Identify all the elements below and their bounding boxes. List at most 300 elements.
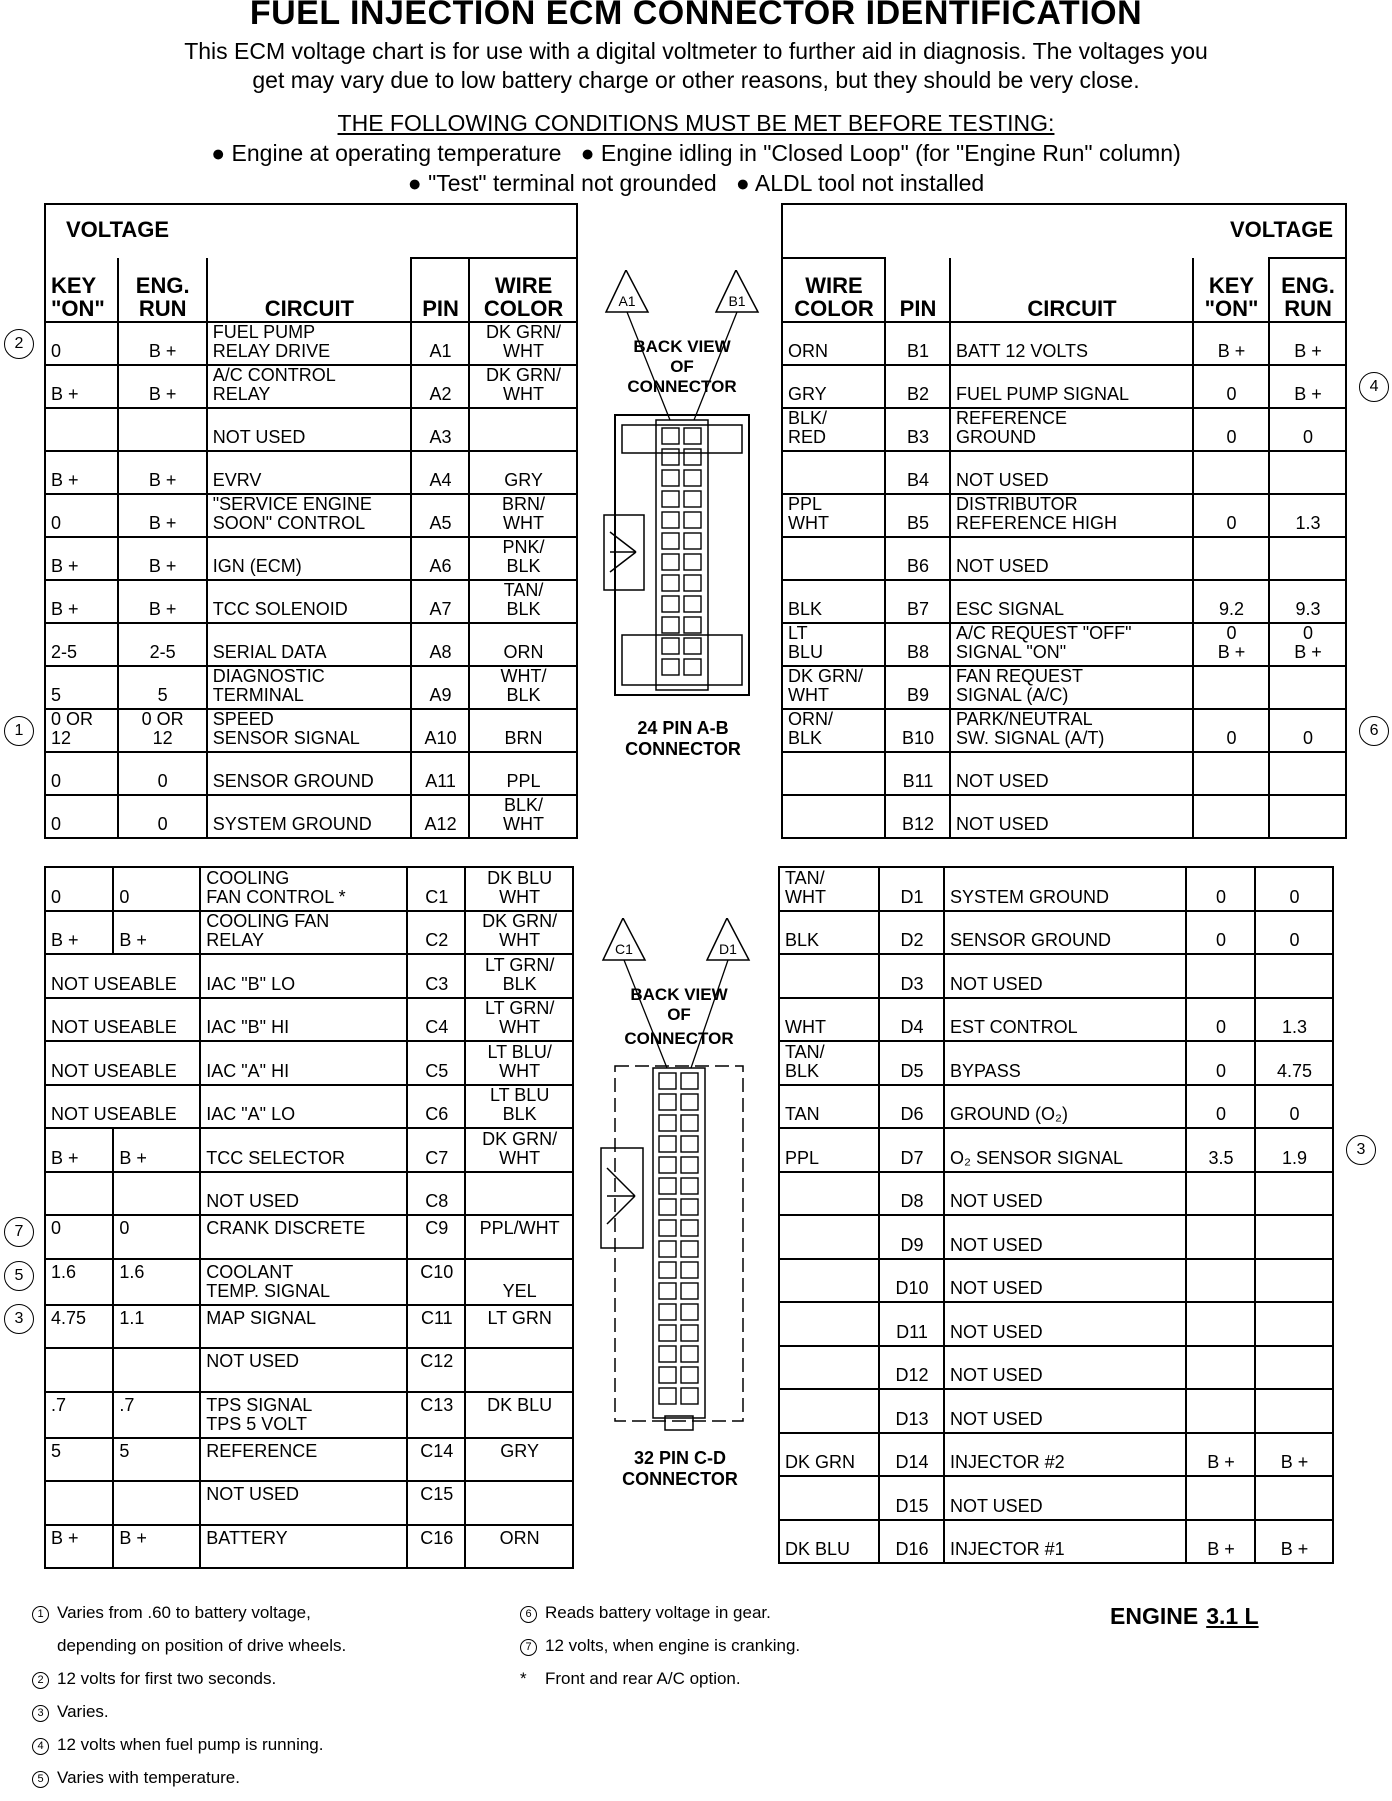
pin-cell: B8 <box>885 623 950 666</box>
wire-color-cell: WHT/ BLK <box>469 666 577 709</box>
table-row <box>45 494 577 537</box>
eng-run-cell <box>1255 1259 1333 1303</box>
connector-pin <box>659 1241 676 1257</box>
wire-color-cell: GRY <box>465 1438 573 1482</box>
wire-color-cell: PPL/WHT <box>465 1215 573 1259</box>
connector-pin <box>662 449 679 465</box>
pin-cell: B12 <box>885 795 950 838</box>
eng-run-cell: B + <box>118 580 207 623</box>
wire-color-cell: PPL <box>469 752 577 795</box>
eng-run-cell: B + <box>118 451 207 494</box>
key-on-cell <box>45 1172 113 1216</box>
key-on-cell <box>1186 1215 1255 1259</box>
pin-cell: A7 <box>411 580 469 623</box>
connector-pin <box>662 533 679 549</box>
wire-color-cell: TAN <box>779 1085 879 1129</box>
table-row <box>45 1085 573 1129</box>
wire-color-cell <box>782 752 885 795</box>
pin-cell: C13 <box>407 1392 465 1438</box>
pin-cell: C7 <box>407 1128 465 1172</box>
table-row <box>45 537 577 580</box>
note-marker: 3 <box>1346 1135 1376 1165</box>
key-on-cell: 4.75 <box>45 1305 113 1349</box>
table-row <box>45 580 577 623</box>
key-on-cell: B + <box>45 1525 113 1569</box>
eng-run-cell <box>1255 1215 1333 1259</box>
voltage-heading: VOLTAGE <box>45 204 577 258</box>
pin-cell: B2 <box>885 365 950 408</box>
key-on-cell: 0 <box>45 322 118 365</box>
circuit-cell: SENSOR GROUND <box>944 911 1186 955</box>
table-row <box>45 954 573 998</box>
circuit-cell: COOLING FAN RELAY <box>200 911 407 955</box>
key-on-cell: 0 <box>45 795 118 838</box>
table-row <box>779 911 1333 955</box>
connector-pin <box>681 1283 698 1299</box>
pin-cell: C14 <box>407 1438 465 1482</box>
wire-color-cell: LT GRN/ BLK <box>465 954 573 998</box>
wire-color-cell: YEL <box>465 1259 573 1305</box>
connector-pin <box>681 1367 698 1383</box>
table-row <box>45 322 577 365</box>
eng-run-cell: 0 <box>1255 867 1333 911</box>
pin-cell: D13 <box>879 1389 944 1433</box>
key-on-cell <box>1186 1346 1255 1390</box>
circuit-cell: IAC "A" HI <box>200 1041 407 1085</box>
wire-color-cell: TAN/ BLK <box>779 1041 879 1085</box>
wire-color-cell <box>779 1259 879 1303</box>
table-row <box>45 666 577 709</box>
footnote-item: * Front and rear A/C option. <box>520 1669 741 1688</box>
table-row <box>45 709 577 752</box>
circuit-cell: SYSTEM GROUND <box>207 795 411 838</box>
circuit-cell: COOLANT TEMP. SIGNAL <box>200 1259 407 1305</box>
pin-cell: D11 <box>879 1302 944 1346</box>
circuit-cell: NOT USED <box>944 1389 1186 1433</box>
wire-color-cell: BRN/ WHT <box>469 494 577 537</box>
pin-cell: A9 <box>411 666 469 709</box>
wire-color-cell: GRY <box>782 365 885 408</box>
key-on-cell: 2-5 <box>45 623 118 666</box>
circuit-cell: A/C CONTROL RELAY <box>207 365 411 408</box>
wire-color-cell <box>779 1215 879 1259</box>
connector-ab-drawing <box>598 270 768 710</box>
circuit-cell: MAP SIGNAL <box>200 1305 407 1349</box>
wire-color-cell: LT GRN <box>465 1305 573 1349</box>
eng-run-cell <box>1255 1346 1333 1390</box>
wire-color-cell <box>779 1476 879 1520</box>
eng-run-header: ENG. RUN <box>1269 258 1346 322</box>
table-row <box>779 1085 1333 1129</box>
table-row <box>779 1128 1333 1172</box>
connector-ab-view-2: OF <box>670 357 694 376</box>
pin-cell: A5 <box>411 494 469 537</box>
eng-run-cell: B + <box>118 322 207 365</box>
table-row <box>45 365 577 408</box>
pin-cell: A11 <box>411 752 469 795</box>
key-on-cell <box>1193 451 1269 494</box>
wire-color-cell: DK GRN/ WHT <box>469 365 577 408</box>
circuit-cell: EVRV <box>207 451 411 494</box>
wire-color-cell: DK GRN <box>779 1433 879 1477</box>
pin-cell: A4 <box>411 451 469 494</box>
table-row <box>782 752 1346 795</box>
table-row <box>45 1348 573 1392</box>
key-on-cell <box>1193 666 1269 709</box>
pin-cell: C4 <box>407 998 465 1042</box>
footnote-item: 1 Varies from .60 to battery voltage, <box>32 1603 346 1636</box>
wire-color-cell: BRN <box>469 709 577 752</box>
connector-pin <box>681 1115 698 1131</box>
eng-run-cell: 1.9 <box>1255 1128 1333 1172</box>
circuit-cell: REFERENCE GROUND <box>950 408 1193 451</box>
connector-pin <box>659 1178 676 1194</box>
pin-cell: A2 <box>411 365 469 408</box>
eng-run-cell: B + <box>1269 322 1346 365</box>
circuit-cell: ESC SIGNAL <box>950 580 1193 623</box>
connector-ab-view-3: CONNECTOR <box>627 377 737 396</box>
connector-ab-view-1: BACK VIEW <box>633 337 731 356</box>
pin-cell: C5 <box>407 1041 465 1085</box>
note-number: 6 <box>520 1606 537 1623</box>
table-row <box>45 1525 573 1569</box>
connector-pin <box>681 1136 698 1152</box>
connector-pin <box>662 428 679 444</box>
key-on-cell <box>1186 1389 1255 1433</box>
circuit-cell: NOT USED <box>944 1346 1186 1390</box>
intro-line-2: get may vary due to low battery charge or other reasons, but they should be very close. <box>252 67 1140 93</box>
footnote-item: 4 12 volts when fuel pump is running. <box>32 1735 346 1768</box>
wire-color-cell: PPL WHT <box>782 494 885 537</box>
table-row <box>45 998 573 1042</box>
wire-color-cell: WHT <box>779 998 879 1042</box>
pin-cell: B4 <box>885 451 950 494</box>
key-on-cell: 0 <box>1193 494 1269 537</box>
voltage-cell: NOT USEABLE <box>45 998 200 1042</box>
wire-color-cell: BLK <box>782 580 885 623</box>
circuit-cell: NOT USED <box>944 954 1186 998</box>
eng-run-cell: B + <box>1255 1520 1333 1564</box>
note-number: 7 <box>520 1639 537 1656</box>
condition-item: Engine at operating temperature <box>231 140 562 166</box>
pin-cell: B10 <box>885 709 950 752</box>
circuit-cell: EST CONTROL <box>944 998 1186 1042</box>
pin-cell: A1 <box>411 322 469 365</box>
table-row <box>782 666 1346 709</box>
table-row <box>779 1389 1333 1433</box>
key-on-cell: 0 <box>45 867 113 911</box>
eng-run-cell: .7 <box>113 1392 200 1438</box>
pin-cell: D5 <box>879 1041 944 1085</box>
circuit-cell: INJECTOR #2 <box>944 1433 1186 1477</box>
wire-color-cell: LT BLU BLK <box>465 1085 573 1129</box>
pin-cell: C11 <box>407 1305 465 1349</box>
connector-pin <box>659 1199 676 1215</box>
pin-cell: C8 <box>407 1172 465 1216</box>
footnote-item: 3 Varies. <box>32 1702 346 1735</box>
table-row <box>45 911 573 955</box>
connector-pin <box>684 491 701 507</box>
key-on-cell: 0 <box>45 752 118 795</box>
pin-cell: C10 <box>407 1259 465 1305</box>
connector-pin <box>684 596 701 612</box>
pin-header: PIN <box>411 258 469 322</box>
intro-line-1: This ECM voltage chart is for use with a digital voltmeter to further aid in diagnosis. The voltages you <box>184 38 1208 64</box>
circuit-cell: INJECTOR #1 <box>944 1520 1186 1564</box>
eng-run-cell: 5 <box>113 1438 200 1482</box>
eng-run-cell: 0 <box>113 1215 200 1259</box>
page-title: FUEL INJECTION ECM CONNECTOR IDENTIFICATION <box>249 0 1143 32</box>
circuit-cell: NOT USED <box>200 1481 407 1525</box>
key-on-cell <box>45 1348 113 1392</box>
pin-cell: C9 <box>407 1215 465 1259</box>
pin-cell: B3 <box>885 408 950 451</box>
key-on-cell: 0 <box>1186 1041 1255 1085</box>
key-on-cell: 0 OR 12 <box>45 709 118 752</box>
circuit-cell: SYSTEM GROUND <box>944 867 1186 911</box>
wire-color-cell: LT GRN/ WHT <box>465 998 573 1042</box>
key-on-cell <box>1186 954 1255 998</box>
eng-run-cell: 1.3 <box>1255 998 1333 1042</box>
circuit-cell: IGN (ECM) <box>207 537 411 580</box>
key-on-cell <box>1193 537 1269 580</box>
eng-run-cell: 0 B + <box>1269 623 1346 666</box>
pin-cell: D7 <box>879 1128 944 1172</box>
connector-pin <box>659 1262 676 1278</box>
connector-cd-tag-left: C1 <box>615 941 633 957</box>
circuit-cell: NOT USED <box>944 1215 1186 1259</box>
eng-run-cell <box>113 1172 200 1216</box>
connector-pin <box>681 1304 698 1320</box>
circuit-cell: IAC "B" HI <box>200 998 407 1042</box>
key-on-cell <box>1186 1476 1255 1520</box>
pin-cell: C6 <box>407 1085 465 1129</box>
circuit-cell: DISTRIBUTOR REFERENCE HIGH <box>950 494 1193 537</box>
connector-pin <box>659 1304 676 1320</box>
circuit-header: CIRCUIT <box>207 258 411 322</box>
key-on-cell: 0 <box>1193 408 1269 451</box>
connector-cd-label: 32 PIN C-D CONNECTOR <box>622 1448 738 1489</box>
wire-color-cell: ORN/ BLK <box>782 709 885 752</box>
connector-pin <box>684 449 701 465</box>
connector-pin <box>684 617 701 633</box>
circuit-cell: NOT USED <box>200 1348 407 1392</box>
wire-color-cell <box>782 795 885 838</box>
wire-color-cell: DK BLU WHT <box>465 867 573 911</box>
table-row <box>779 1172 1333 1216</box>
key-on-cell <box>1193 795 1269 838</box>
connector-pin <box>681 1094 698 1110</box>
note-marker: 7 <box>4 1217 34 1247</box>
pin-cell: D9 <box>879 1215 944 1259</box>
wire-color-cell: LT BLU/ WHT <box>465 1041 573 1085</box>
connector-pin <box>681 1346 698 1362</box>
eng-run-cell <box>1255 1302 1333 1346</box>
wire-color-cell: ORN <box>465 1525 573 1569</box>
connector-pin <box>659 1388 676 1404</box>
key-on-cell: B + <box>45 537 118 580</box>
table-row <box>45 1259 573 1305</box>
voltage-cell: NOT USEABLE <box>45 1041 200 1085</box>
eng-run-cell <box>1255 1476 1333 1520</box>
table-row <box>782 365 1346 408</box>
pin-cell: C12 <box>407 1348 465 1392</box>
key-on-cell: B + <box>45 451 118 494</box>
footnote-item: depending on position of drive wheels. <box>57 1636 347 1655</box>
footnote-item: 7 12 volts, when engine is cranking. <box>520 1636 800 1669</box>
voltage-cell: NOT USEABLE <box>45 954 200 998</box>
eng-run-cell: 0 <box>113 867 200 911</box>
table-row <box>779 954 1333 998</box>
circuit-cell: NOT USED <box>950 451 1193 494</box>
key-on-cell: 1.6 <box>45 1259 113 1305</box>
connector-cd-diagram <box>595 918 765 1489</box>
pin-cell: C2 <box>407 911 465 955</box>
connector-pin <box>684 659 701 675</box>
eng-run-cell: B + <box>1255 1433 1333 1477</box>
eng-run-cell <box>1269 795 1346 838</box>
engine-value: 3.1 L <box>1206 1603 1259 1629</box>
pin-cell: C15 <box>407 1481 465 1525</box>
note-marker: 3 <box>4 1304 34 1334</box>
wire-color-cell: BLK/ WHT <box>469 795 577 838</box>
circuit-cell: CRANK DISCRETE <box>200 1215 407 1259</box>
eng-run-cell <box>1255 1389 1333 1433</box>
note-marker: 2 <box>4 329 34 359</box>
circuit-cell: NOT USED <box>200 1172 407 1216</box>
wire-color-header: WIRE COLOR <box>782 258 885 322</box>
table-row <box>45 408 577 451</box>
condition-item: "Test" terminal not grounded <box>428 170 717 196</box>
circuit-cell: SERIAL DATA <box>207 623 411 666</box>
eng-run-cell: 2-5 <box>118 623 207 666</box>
key-on-cell: B + <box>45 1128 113 1172</box>
note-number: 4 <box>32 1738 49 1755</box>
key-on-cell: 0 <box>1186 911 1255 955</box>
eng-run-cell: B + <box>118 365 207 408</box>
wire-color-cell <box>779 1389 879 1433</box>
key-on-cell: B + <box>1186 1520 1255 1564</box>
circuit-cell: "SERVICE ENGINE SOON" CONTROL <box>207 494 411 537</box>
wire-color-cell: DK BLU <box>465 1392 573 1438</box>
pin-cell: D14 <box>879 1433 944 1477</box>
eng-run-cell: B + <box>113 911 200 955</box>
eng-run-cell: 0 <box>118 795 207 838</box>
circuit-cell: PARK/NEUTRAL SW. SIGNAL (A/T) <box>950 709 1193 752</box>
connector-pin <box>681 1073 698 1089</box>
eng-run-cell <box>1255 954 1333 998</box>
key-on-cell: B + <box>1186 1433 1255 1477</box>
table-row <box>782 580 1346 623</box>
footnotes-left <box>32 1603 346 1801</box>
table-row <box>45 1438 573 1482</box>
wire-color-cell <box>779 1302 879 1346</box>
key-on-header: KEY "ON" <box>1193 258 1269 322</box>
eng-run-cell: 0 <box>1255 911 1333 955</box>
wire-color-cell: DK GRN/ WHT <box>782 666 885 709</box>
connector-ab-label: 24 PIN A-B CONNECTOR <box>625 718 741 759</box>
eng-run-cell <box>1269 451 1346 494</box>
connector-cd-view-2: OF <box>667 1005 691 1024</box>
circuit-cell: SPEED SENSOR SIGNAL <box>207 709 411 752</box>
table-row <box>779 1520 1333 1564</box>
conditions-line-2: ● "Test" terminal not grounded ● ALDL tool not installed <box>407 170 985 196</box>
table-row <box>782 322 1346 365</box>
circuit-cell: BATTERY <box>200 1525 407 1569</box>
pin-cell: B6 <box>885 537 950 580</box>
key-on-cell: 0 <box>1193 709 1269 752</box>
connector-pin <box>662 638 679 654</box>
pin-cell: D1 <box>879 867 944 911</box>
table-a-pins <box>44 203 578 839</box>
wire-color-cell: TAN/ WHT <box>779 867 879 911</box>
eng-run-cell: 9.3 <box>1269 580 1346 623</box>
circuit-header: CIRCUIT <box>950 258 1193 322</box>
circuit-cell: TCC SELECTOR <box>200 1128 407 1172</box>
wire-color-cell <box>469 408 577 451</box>
connector-pin <box>662 617 679 633</box>
wire-color-cell: ORN <box>469 623 577 666</box>
eng-run-cell: B + <box>118 537 207 580</box>
key-on-cell: 0 <box>45 494 118 537</box>
key-on-cell: B + <box>45 580 118 623</box>
connector-cd-view-3: CONNECTOR <box>624 1029 734 1048</box>
table-row <box>779 1302 1333 1346</box>
wire-color-cell: LT BLU <box>782 623 885 666</box>
key-on-cell <box>45 408 118 451</box>
pin-cell: A6 <box>411 537 469 580</box>
wire-color-header: WIRE COLOR <box>469 258 577 322</box>
eng-run-cell: B + <box>113 1525 200 1569</box>
table-row <box>779 1476 1333 1520</box>
pin-cell: D15 <box>879 1476 944 1520</box>
wire-color-cell <box>782 537 885 580</box>
pin-cell: D12 <box>879 1346 944 1390</box>
note-marker: 6 <box>1359 716 1389 746</box>
conditions-heading: THE FOLLOWING CONDITIONS MUST BE MET BEFORE TESTING: <box>337 110 1055 136</box>
table-row <box>779 1346 1333 1390</box>
wire-color-cell <box>465 1348 573 1392</box>
table-row <box>779 1215 1333 1259</box>
pin-cell: A12 <box>411 795 469 838</box>
key-on-cell: 0 B + <box>1193 623 1269 666</box>
table-row <box>779 867 1333 911</box>
wire-color-cell: PNK/ BLK <box>469 537 577 580</box>
wire-color-cell: DK GRN/ WHT <box>465 911 573 955</box>
wire-color-cell <box>779 954 879 998</box>
connector-pin <box>681 1178 698 1194</box>
eng-run-cell <box>1269 537 1346 580</box>
wire-color-cell: GRY <box>469 451 577 494</box>
circuit-cell: IAC "B" LO <box>200 954 407 998</box>
table-row <box>45 1215 573 1259</box>
footnotes-right <box>520 1603 800 1702</box>
connector-cd-drawing <box>595 918 765 1448</box>
circuit-cell: TPS SIGNAL TPS 5 VOLT <box>200 1392 407 1438</box>
key-on-cell: .7 <box>45 1392 113 1438</box>
connector-pin <box>659 1346 676 1362</box>
pin-cell: D2 <box>879 911 944 955</box>
circuit-cell: NOT USED <box>950 752 1193 795</box>
table-d-pins <box>778 866 1334 1564</box>
connector-pin <box>659 1283 676 1299</box>
note-marker: 5 <box>4 1261 34 1291</box>
circuit-cell: NOT USED <box>944 1172 1186 1216</box>
table-row <box>779 1433 1333 1477</box>
eng-run-cell <box>113 1348 200 1392</box>
engine-label: ENGINE 3.1 L <box>1110 1603 1259 1629</box>
key-on-cell: 0 <box>1186 1085 1255 1129</box>
